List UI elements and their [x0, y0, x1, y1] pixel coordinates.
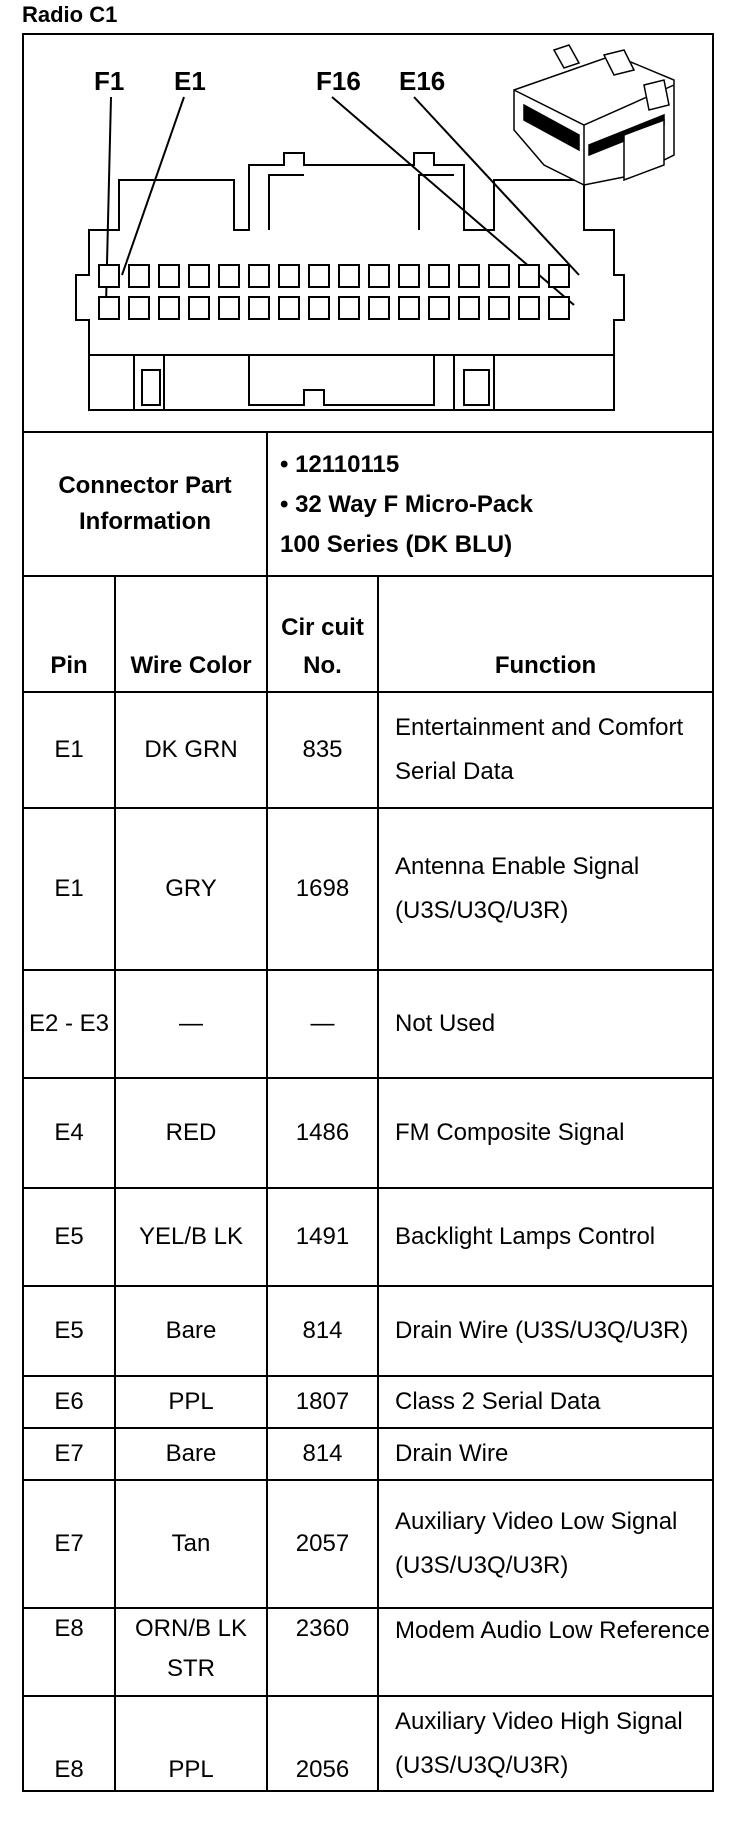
wire-color-cell: — — [115, 970, 267, 1078]
connector-series: 100 Series (DK BLU) — [280, 531, 513, 558]
wire-color-cell: Tan — [115, 1480, 267, 1608]
pin-cell: E5 — [23, 1188, 115, 1286]
pin-cell: E1 — [23, 692, 115, 808]
wire-color-cell: RED — [115, 1078, 267, 1188]
pin-cavity — [399, 297, 419, 319]
table-row — [23, 1078, 713, 1188]
header-pin: Pin — [23, 576, 115, 692]
pin-cavity — [489, 265, 509, 287]
header-function: Function — [378, 576, 713, 692]
pin-cavity — [159, 297, 179, 319]
leader-line-e1 — [122, 97, 184, 275]
pin-cavity — [399, 265, 419, 287]
pin-cavity — [279, 297, 299, 319]
pin-cavity — [429, 297, 449, 319]
pin-cavity — [279, 265, 299, 287]
label-f1: F1 — [94, 66, 125, 96]
pin-cell: E2 - E3 — [23, 970, 115, 1078]
table-row — [23, 1696, 713, 1791]
pin-cell: E8 — [23, 1608, 115, 1696]
pin-cavity — [549, 297, 569, 319]
pin-cavity — [369, 297, 389, 319]
page-title: Radio C1 — [22, 2, 118, 27]
connector-diagram — [24, 35, 710, 427]
circuit-cell: 2057 — [267, 1480, 378, 1608]
pin-cavity — [549, 265, 569, 287]
table-row — [23, 1608, 713, 1696]
table-row — [23, 692, 713, 808]
label-f16: F16 — [316, 66, 361, 96]
pin-cell: E4 — [23, 1078, 115, 1188]
circuit-cell: 814 — [267, 1428, 378, 1480]
pin-cavity — [459, 297, 479, 319]
pin-cavities — [99, 265, 569, 319]
pin-cavity — [309, 265, 329, 287]
circuit-cell: 814 — [267, 1286, 378, 1376]
pin-cell: E7 — [23, 1428, 115, 1480]
circuit-cell: 835 — [267, 692, 378, 808]
function-cell: Modem Audio Low Reference — [378, 1608, 713, 1696]
function-cell: Backlight Lamps Control — [378, 1188, 713, 1286]
pin-cavity — [129, 265, 149, 287]
pin-cell: E7 — [23, 1480, 115, 1608]
pin-cavity — [249, 265, 269, 287]
connector-type: • 32 Way F Micro-Pack — [280, 491, 533, 518]
function-cell: Drain Wire — [378, 1428, 713, 1480]
pin-cavity — [339, 297, 359, 319]
pin-cavity — [309, 297, 329, 319]
function-cell: Auxiliary Video Low Signal (U3S/U3Q/U3R) — [378, 1480, 713, 1608]
connector-part-info-values — [267, 432, 713, 576]
wire-color-cell: DK GRN — [115, 692, 267, 808]
pin-cell: E5 — [23, 1286, 115, 1376]
pin-cavity — [489, 297, 509, 319]
wire-color-cell: Bare — [115, 1428, 267, 1480]
function-cell: Entertainment and Comfort Serial Data — [378, 692, 713, 808]
pin-cavity — [459, 265, 479, 287]
connector-part-info-label: Connector Part Information — [23, 432, 267, 576]
table-row — [23, 970, 713, 1078]
table-row — [23, 808, 713, 970]
table-row — [23, 1428, 713, 1480]
function-cell: Class 2 Serial Data — [378, 1376, 713, 1428]
pin-cavity — [429, 265, 449, 287]
pin-cavity — [519, 297, 539, 319]
table-row — [23, 1376, 713, 1428]
function-cell: Drain Wire (U3S/U3Q/U3R) — [378, 1286, 713, 1376]
header-wire-color: Wire Color — [115, 576, 267, 692]
pin-cell: E1 — [23, 808, 115, 970]
wire-color-cell: GRY — [115, 808, 267, 970]
wire-color-cell: ORN/B LK STR — [115, 1608, 267, 1696]
wire-color-cell: PPL — [115, 1376, 267, 1428]
pin-cavity — [189, 265, 209, 287]
pin-cavity — [159, 265, 179, 287]
label-e16: E16 — [399, 66, 446, 96]
function-cell: Not Used — [378, 970, 713, 1078]
connector-3d-icon — [514, 45, 674, 185]
circuit-cell: 1807 — [267, 1376, 378, 1428]
circuit-cell: 1698 — [267, 808, 378, 970]
wire-color-cell: PPL — [115, 1696, 267, 1791]
circuit-cell: 1486 — [267, 1078, 378, 1188]
wire-color-cell: YEL/B LK — [115, 1188, 267, 1286]
label-e1: E1 — [174, 66, 206, 96]
circuit-cell: 1491 — [267, 1188, 378, 1286]
pin-cavity — [339, 265, 359, 287]
pin-cavity — [249, 297, 269, 319]
wire-color-cell: Bare — [115, 1286, 267, 1376]
function-cell: FM Composite Signal — [378, 1078, 713, 1188]
pin-cavity — [219, 265, 239, 287]
pin-cell: E8 — [23, 1696, 115, 1791]
connector-sheet — [22, 33, 712, 1792]
circuit-cell: 2056 — [267, 1696, 378, 1791]
table-row — [23, 1480, 713, 1608]
table-row — [23, 1286, 713, 1376]
header-circuit: Cir cuit No. — [267, 576, 378, 692]
pin-cavity — [129, 297, 149, 319]
pin-cavity — [369, 265, 389, 287]
connector-table — [22, 33, 714, 1792]
pin-cavity — [219, 297, 239, 319]
circuit-cell: 2360 — [267, 1608, 378, 1696]
pin-cavity — [189, 297, 209, 319]
table-row — [23, 1188, 713, 1286]
pin-cell: E6 — [23, 1376, 115, 1428]
function-cell: Auxiliary Video High Signal (U3S/U3Q/U3R) — [378, 1696, 713, 1791]
function-cell: Antenna Enable Signal (U3S/U3Q/U3R) — [378, 808, 713, 970]
connector-diagram-cell — [23, 34, 713, 432]
pin-cavity — [99, 265, 119, 287]
part-number: • 12110115 — [280, 451, 400, 478]
pin-cavity — [99, 297, 119, 319]
circuit-cell: — — [267, 970, 378, 1078]
pin-cavity — [519, 265, 539, 287]
